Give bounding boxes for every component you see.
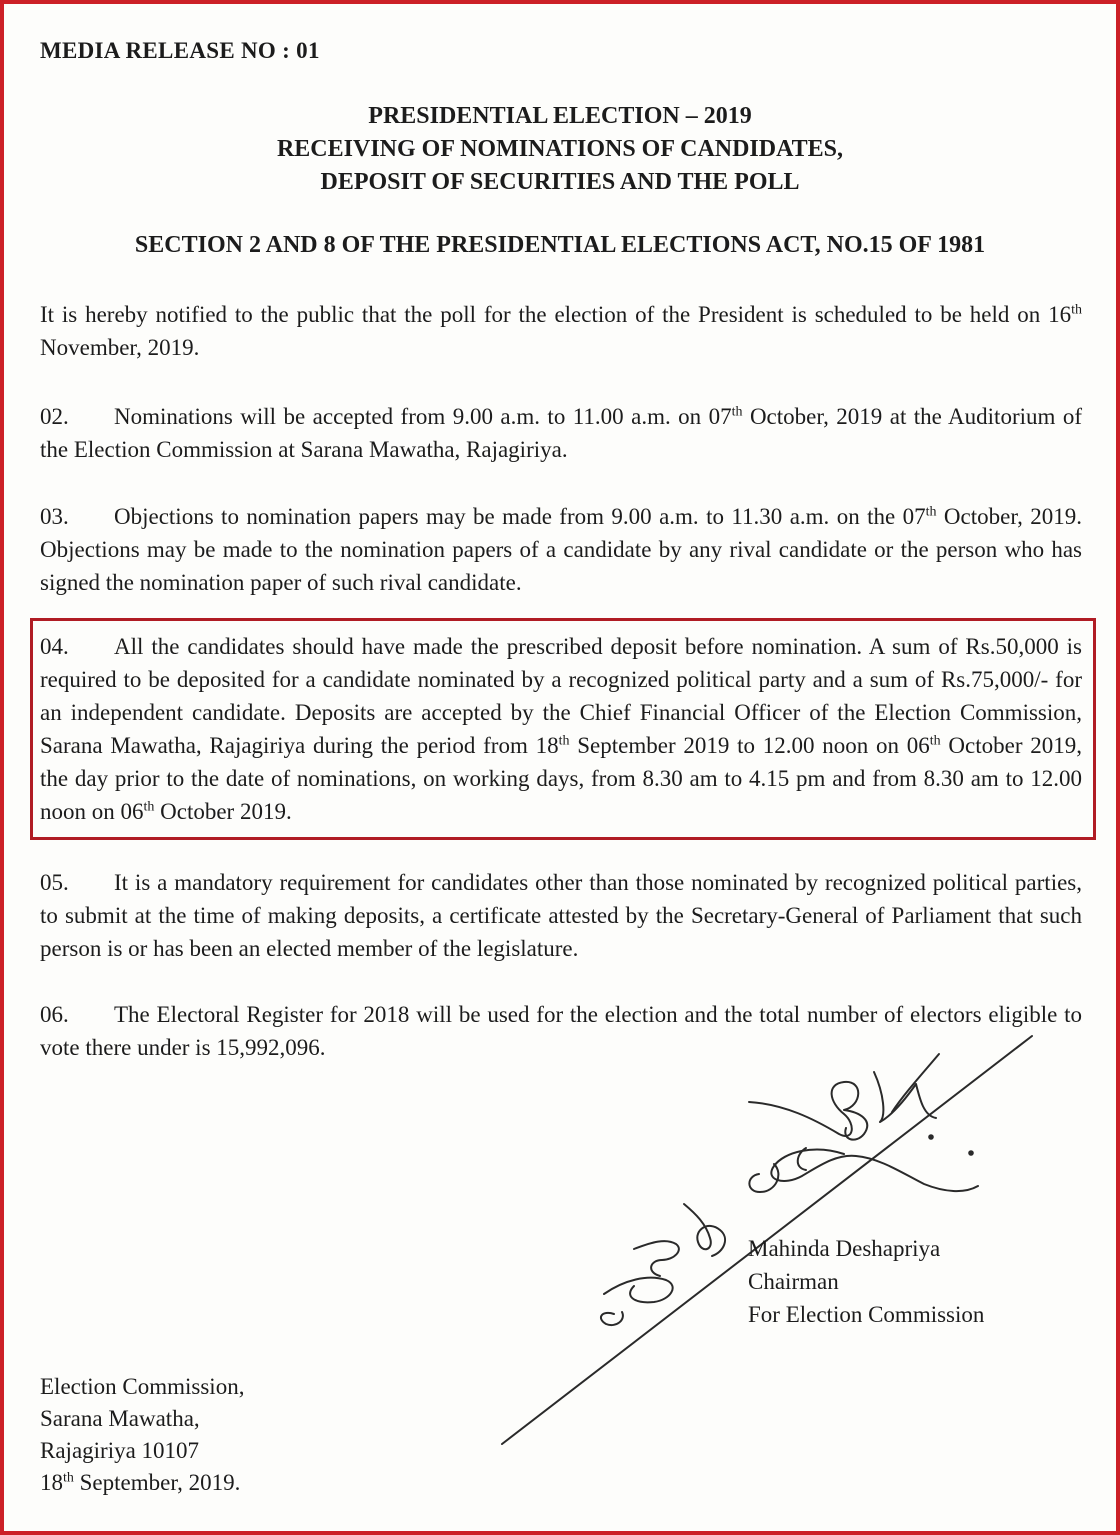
paragraph-number: 04. xyxy=(40,634,69,659)
intro-text-a: It is hereby notified to the public that the poll for the election of the President is scheduled to be held on 16 xyxy=(40,302,1072,327)
title-line-3: DEPOSIT OF SECURITIES AND THE POLL xyxy=(320,169,800,195)
signatory-organization: For Election Commission xyxy=(748,1302,985,1327)
paragraph-text: It is a mandatory requirement for candidates other than those nominated by recognized political parties, to submit at the time of making deposits, a certificate attested by the Secretary-General of Parliament that such person is or has been an elected member of the legislature. xyxy=(40,870,1082,961)
paragraph-number: 05. xyxy=(40,870,69,895)
paragraph-text-b: September 2019 to 12.00 noon on 06 xyxy=(569,733,930,758)
intro-paragraph xyxy=(40,298,1082,364)
paragraph-05 xyxy=(40,866,1082,965)
paragraph-number: 03. xyxy=(40,504,69,529)
intro-sup-a: th xyxy=(1071,302,1082,318)
paragraph-number: 02. xyxy=(40,404,69,429)
address-block xyxy=(40,1371,244,1499)
paragraph-sup-a: th xyxy=(925,504,937,520)
paragraph-sup-b: th xyxy=(929,733,941,749)
signatory-name: Mahinda Deshapriya xyxy=(748,1236,941,1261)
paragraph-02 xyxy=(40,400,1082,466)
issue-date-sup: th xyxy=(63,1470,74,1486)
paragraph-text: The Electoral Register for 2018 will be used for the election and the total number of electors eligible to vote there under is 15,992,096. xyxy=(40,1002,1082,1060)
signatory-block xyxy=(748,1232,984,1331)
intro-text-b: November, 2019. xyxy=(40,335,200,360)
paragraph-number: 06. xyxy=(40,1002,69,1027)
section-heading: SECTION 2 AND 8 OF THE PRESIDENTIAL ELECTIONS ACT, NO.15 OF 1981 xyxy=(134,232,986,258)
paragraph-sup-a: th xyxy=(731,404,743,420)
paragraph-text-b: October, 2019. Objections may be made to the nomination papers of a candidate by any rival candidate or the person who has signed the nomination paper of such rival candidate. xyxy=(40,504,1082,595)
issue-date-day: 18 xyxy=(40,1470,63,1495)
paragraph-text-c: October 2019, the day prior to the date of nominations, on working days, from 8.30 am to 4.15 pm and from 8.30 am to 12.00 noon on 06 xyxy=(40,733,1083,824)
paragraph-sup-a: th xyxy=(558,733,570,749)
address-line-2: Sarana Mawatha, xyxy=(40,1406,200,1431)
paragraph-text-a: Objections to nomination papers may be made from 9.00 a.m. to 11.30 a.m. on the 07 xyxy=(114,504,926,529)
media-release-number: MEDIA RELEASE NO : 01 xyxy=(40,38,320,63)
document-title xyxy=(4,100,1116,199)
issue-date-rest: September, 2019. xyxy=(73,1470,241,1495)
signatory-title: Chairman xyxy=(748,1269,839,1294)
paragraph-text-a: All the candidates should have made the prescribed deposit before nomination. A sum of Rs.50,000 is required to be deposited for a candidate nominated by a recognized political party and a sum of Rs.75,000/- for an independent candidate. Deposits are accepted by the Chief Financial Officer of the Election Commission, Sarana Mawatha, Rajagiriya during the period from 18 xyxy=(40,634,1082,758)
title-line-1: PRESIDENTIAL ELECTION – 2019 xyxy=(368,103,752,129)
title-line-2: RECEIVING OF NOMINATIONS OF CANDIDATES, xyxy=(276,136,844,162)
address-line-1: Election Commission, xyxy=(40,1374,245,1399)
paragraph-text-d: October 2019. xyxy=(154,799,292,824)
paragraph-03 xyxy=(40,500,1082,599)
paragraph-sup-c: th xyxy=(143,799,155,815)
address-line-3: Rajagiriya 10107 xyxy=(40,1438,200,1463)
issue-date xyxy=(40,1467,244,1499)
paragraph-text-a: Nominations will be accepted from 9.00 a.m. to 11.00 a.m. on 07 xyxy=(114,404,732,429)
paragraph-text-b: October, 2019 at the Auditorium of the Election Commission at Sarana Mawatha, Rajagiriya. xyxy=(40,404,1082,462)
paragraph-04 xyxy=(40,630,1082,828)
